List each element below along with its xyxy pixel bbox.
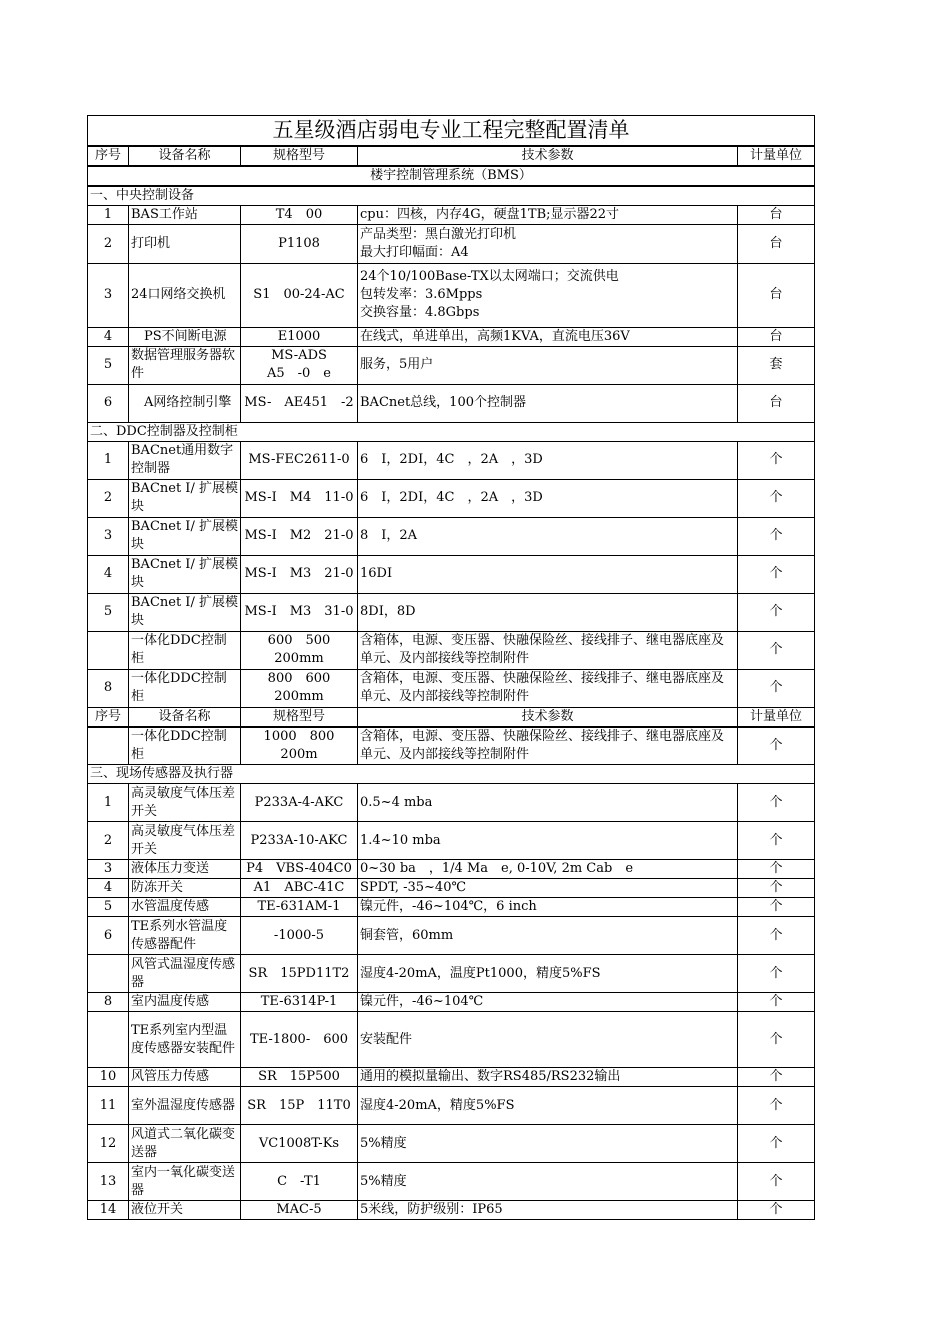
cell-no: 1 <box>88 784 129 822</box>
header-no: 序号 <box>88 146 129 166</box>
cell-no: 5 <box>88 898 129 917</box>
cell-params: 含箱体，电源、变压器、快融保险丝、接线排子、继电器底座及单元、及内部接线等控制附件 <box>358 727 738 765</box>
cell-params: 湿度4-20mA，温度Pt1000，精度5%FS <box>358 955 738 993</box>
cell-unit: 个 <box>738 993 815 1012</box>
cell-name: 24口网络交换机 <box>129 263 241 327</box>
cell-params: SPDT, -35~40℃ <box>358 879 738 898</box>
cell-name: BACnet I/ 扩展模块 <box>129 517 241 555</box>
cell-params: 安装配件 <box>358 1012 738 1068</box>
cell-name: 风道式二氧化碳变送器 <box>129 1125 241 1163</box>
cell-model: MS-I M3 21-0 <box>241 555 358 593</box>
header-name: 设备名称 <box>129 707 241 727</box>
section-row <box>88 186 815 206</box>
header-params: 技术参数 <box>358 146 738 166</box>
cell-params: 6 I，2DI，4C ，2A ，3D <box>358 479 738 517</box>
table-row <box>88 441 815 479</box>
cell-name: 室外温湿度传感器 <box>129 1087 241 1125</box>
cell-params: 含箱体，电源、变压器、快融保险丝、接线排子、继电器底座及单元、及内部接线等控制附件 <box>358 669 738 707</box>
header-model: 规格型号 <box>241 146 358 166</box>
cell-name: 一体化DDC控制柜 <box>129 631 241 669</box>
cell-unit: 个 <box>738 593 815 631</box>
cell-name: 风管式温湿度传感器 <box>129 955 241 993</box>
cell-params: 通用的模拟量输出、数字RS485/RS232输出 <box>358 1068 738 1087</box>
cell-name: 室内温度传感 <box>129 993 241 1012</box>
table-row <box>88 993 815 1012</box>
cell-model: S1 00-24-AC <box>241 263 358 327</box>
cell-no: 5 <box>88 346 129 384</box>
table-row <box>88 727 815 765</box>
cell-no: 2 <box>88 224 129 263</box>
table-row <box>88 327 815 346</box>
cell-params: 1.4~10 mba <box>358 822 738 860</box>
header-unit: 计量单位 <box>738 707 815 727</box>
table-row <box>88 822 815 860</box>
cell-unit: 台 <box>738 263 815 327</box>
cell-no: 3 <box>88 517 129 555</box>
cell-params: 5米线，防护级别：IP65 <box>358 1201 738 1220</box>
cell-name: TE系列水管温度传感器配件 <box>129 917 241 955</box>
cell-unit: 个 <box>738 441 815 479</box>
cell-unit: 台 <box>738 205 815 224</box>
cell-unit: 个 <box>738 879 815 898</box>
cell-params: 8 I，2A <box>358 517 738 555</box>
table-row <box>88 384 815 422</box>
cell-name: 液体压力变送 <box>129 860 241 879</box>
cell-model: MS-FEC2611-0 <box>241 441 358 479</box>
table-row <box>88 1125 815 1163</box>
cell-no: 14 <box>88 1201 129 1220</box>
cell-unit: 个 <box>738 1201 815 1220</box>
cell-params: 含箱体，电源、变压器、快融保险丝、接线排子、继电器底座及单元、及内部接线等控制附件 <box>358 631 738 669</box>
table-row <box>88 517 815 555</box>
cell-name: A网络控制引擎 <box>129 384 241 422</box>
cell-params: 5%精度 <box>358 1163 738 1201</box>
cell-params: 湿度4-20mA，精度5%FS <box>358 1087 738 1125</box>
cell-unit: 个 <box>738 1012 815 1068</box>
table-row <box>88 898 815 917</box>
cell-name: 一体化DDC控制柜 <box>129 669 241 707</box>
page-title: 五星级酒店弱电专业工程完整配置清单 <box>88 116 815 146</box>
cell-model: 600 500 200mm <box>241 631 358 669</box>
table-row <box>88 879 815 898</box>
cell-unit: 个 <box>738 1125 815 1163</box>
cell-model: MS-ADS A5 -0 e <box>241 346 358 384</box>
cell-unit: 个 <box>738 727 815 765</box>
cell-params: cpu：四核，内存4G，硬盘1TB;显示器22寸 <box>358 205 738 224</box>
cell-name: 一体化DDC控制柜 <box>129 727 241 765</box>
cell-unit: 个 <box>738 822 815 860</box>
cell-model: 800 600 200mm <box>241 669 358 707</box>
cell-unit: 台 <box>738 327 815 346</box>
table-row <box>88 479 815 517</box>
config-list-table <box>87 115 815 1220</box>
cell-no <box>88 727 129 765</box>
header-no: 序号 <box>88 707 129 727</box>
cell-params: 镍元件，-46~104℃ <box>358 993 738 1012</box>
section-title: 三、现场传感器及执行器 <box>88 765 815 784</box>
table-row <box>88 784 815 822</box>
cell-model: SR 15P 11T0 <box>241 1087 358 1125</box>
table-row <box>88 205 815 224</box>
cell-model: MS-I M2 21-0 <box>241 517 358 555</box>
cell-model: C -T1 <box>241 1163 358 1201</box>
table-row <box>88 1201 815 1220</box>
cell-name: 打印机 <box>129 224 241 263</box>
header-row <box>88 146 815 166</box>
cell-model: VC1008T-Ks <box>241 1125 358 1163</box>
cell-no: 8 <box>88 669 129 707</box>
cell-model: MS- AE451 -2 <box>241 384 358 422</box>
cell-unit: 个 <box>738 1163 815 1201</box>
cell-params: 服务，5用户 <box>358 346 738 384</box>
cell-no: 1 <box>88 205 129 224</box>
cell-params: 产品类型：黑白激光打印机 最大打印幅面：A4 <box>358 224 738 263</box>
section-row <box>88 765 815 784</box>
table-row <box>88 555 815 593</box>
table-row <box>88 955 815 993</box>
cell-model: T4 00 <box>241 205 358 224</box>
cell-no: 3 <box>88 860 129 879</box>
cell-no <box>88 631 129 669</box>
header-params: 技术参数 <box>358 707 738 727</box>
section-row <box>88 422 815 441</box>
table-row <box>88 263 815 327</box>
cell-name: 风管压力传感 <box>129 1068 241 1087</box>
cell-params: 铜套管，60mm <box>358 917 738 955</box>
cell-no: 4 <box>88 555 129 593</box>
cell-model: P233A-4-AKC <box>241 784 358 822</box>
cell-model: -1000-5 <box>241 917 358 955</box>
cell-model: SR 15PD11T2 <box>241 955 358 993</box>
cell-params: 16DI <box>358 555 738 593</box>
cell-name: BACnet通用数字控制器 <box>129 441 241 479</box>
cell-name: BACnet I/ 扩展模块 <box>129 593 241 631</box>
section-title: 二、DDC控制器及控制柜 <box>88 422 815 441</box>
table-row <box>88 860 815 879</box>
cell-unit: 个 <box>738 860 815 879</box>
cell-unit: 个 <box>738 669 815 707</box>
cell-params: BACnet总线，100个控制器 <box>358 384 738 422</box>
cell-name: 水管温度传感 <box>129 898 241 917</box>
cell-no: 1 <box>88 441 129 479</box>
cell-name: 高灵敏度气体压差开关 <box>129 784 241 822</box>
table-row <box>88 1012 815 1068</box>
cell-no: 13 <box>88 1163 129 1201</box>
cell-name: 防冻开关 <box>129 879 241 898</box>
cell-model: MAC-5 <box>241 1201 358 1220</box>
table-row <box>88 631 815 669</box>
cell-params: 在线式，单进单出，高频1KVA，直流电压36V <box>358 327 738 346</box>
table-row <box>88 1068 815 1087</box>
cell-unit: 个 <box>738 1087 815 1125</box>
cell-unit: 个 <box>738 517 815 555</box>
cell-model: TE-6314P-1 <box>241 993 358 1012</box>
header-name: 设备名称 <box>129 146 241 166</box>
table-row <box>88 1163 815 1201</box>
cell-no: 8 <box>88 993 129 1012</box>
cell-name: 液位开关 <box>129 1201 241 1220</box>
cell-no <box>88 1012 129 1068</box>
cell-unit: 个 <box>738 555 815 593</box>
cell-no: 3 <box>88 263 129 327</box>
cell-no: 5 <box>88 593 129 631</box>
cell-unit: 个 <box>738 784 815 822</box>
cell-params: 6 I，2DI，4C ，2A ，3D <box>358 441 738 479</box>
cell-no <box>88 955 129 993</box>
section-title: 一、中央控制设备 <box>88 186 815 206</box>
cell-no: 2 <box>88 479 129 517</box>
cell-no: 4 <box>88 879 129 898</box>
cell-unit: 个 <box>738 955 815 993</box>
cell-params: 8DI，8D <box>358 593 738 631</box>
cell-model: TE-631AM-1 <box>241 898 358 917</box>
cell-name: 室内一氧化碳变送器 <box>129 1163 241 1201</box>
cell-unit: 个 <box>738 1068 815 1087</box>
cell-params: 0.5~4 mba <box>358 784 738 822</box>
cell-unit: 台 <box>738 384 815 422</box>
system-row <box>88 166 815 186</box>
cell-unit: 个 <box>738 631 815 669</box>
cell-model: SR 15P500 <box>241 1068 358 1087</box>
cell-name: 高灵敏度气体压差开关 <box>129 822 241 860</box>
cell-no: 11 <box>88 1087 129 1125</box>
cell-no: 2 <box>88 822 129 860</box>
header-unit: 计量单位 <box>738 146 815 166</box>
cell-no: 6 <box>88 384 129 422</box>
cell-params: 5%精度 <box>358 1125 738 1163</box>
header-model: 规格型号 <box>241 707 358 727</box>
cell-no: 4 <box>88 327 129 346</box>
table-row <box>88 917 815 955</box>
table-row <box>88 593 815 631</box>
cell-name: BACnet I/ 扩展模块 <box>129 479 241 517</box>
cell-model: 1000 800 200m <box>241 727 358 765</box>
table-row <box>88 669 815 707</box>
table-row <box>88 1087 815 1125</box>
cell-model: MS-I M3 31-0 <box>241 593 358 631</box>
cell-model: E1000 <box>241 327 358 346</box>
cell-no: 10 <box>88 1068 129 1087</box>
cell-model: A1 ABC-41C <box>241 879 358 898</box>
cell-unit: 台 <box>738 224 815 263</box>
cell-name: 数据管理服务器软件 <box>129 346 241 384</box>
cell-unit: 个 <box>738 479 815 517</box>
repeat-header-row <box>88 707 815 727</box>
system-title: 楼宇控制管理系统（BMS） <box>88 166 815 186</box>
config-list-body <box>88 116 815 1220</box>
cell-no: 12 <box>88 1125 129 1163</box>
cell-name: BAS工作站 <box>129 205 241 224</box>
cell-params: 0~30 ba ，1/4 Ma e, 0-10V, 2m Cab e <box>358 860 738 879</box>
cell-model: P4 VBS-404C0 <box>241 860 358 879</box>
table-row <box>88 224 815 263</box>
cell-name: BACnet I/ 扩展模块 <box>129 555 241 593</box>
cell-unit: 套 <box>738 346 815 384</box>
cell-unit: 个 <box>738 917 815 955</box>
cell-model: P1108 <box>241 224 358 263</box>
cell-params: 镍元件，-46~104℃，6 inch <box>358 898 738 917</box>
table-row <box>88 346 815 384</box>
cell-no: 6 <box>88 917 129 955</box>
cell-unit: 个 <box>738 898 815 917</box>
cell-name: PS不间断电源 <box>129 327 241 346</box>
cell-model: P233A-10-AKC <box>241 822 358 860</box>
cell-model: MS-I M4 11-0 <box>241 479 358 517</box>
cell-model: TE-1800- 600 <box>241 1012 358 1068</box>
cell-params: 24个10/100Base-TX以太网端口；交流供电 包转发率：3.6Mpps 交换容量：4.8Gbps <box>358 263 738 327</box>
cell-name: TE系列室内型温度传感器安装配件 <box>129 1012 241 1068</box>
